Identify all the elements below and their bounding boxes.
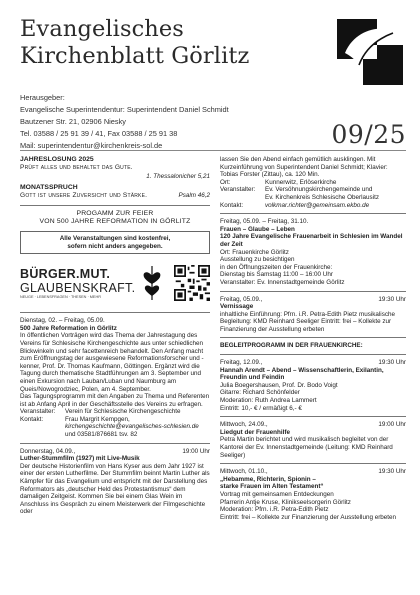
masthead-title-line2: Kirchenblatt Görlitz: [20, 43, 250, 69]
program-heading-2: VON 500 JAHRE REFORMATION IN GÖRLITZ: [39, 218, 191, 226]
jahreslosung-ref: 1. Thessalonicher 5,21: [146, 172, 210, 180]
hearts-icon: [140, 264, 164, 302]
event-date: Freitag, 05.09.,: [220, 295, 263, 303]
event-organizer: [220, 186, 406, 201]
left-column: [20, 156, 210, 516]
banner-text: [20, 266, 136, 300]
event-line: Gitarre: Richard Schönfelder: [220, 389, 300, 397]
event-time: 19:00 Uhr: [378, 421, 406, 429]
contact-label: Kontakt:: [220, 201, 244, 209]
contact-value: [65, 416, 210, 439]
program-heading-1: PROGAMM ZUR FEIER: [76, 209, 154, 217]
organizer-line: Ev. Versöhnungskirchengemeinde und: [265, 186, 373, 194]
event-liedgut: [220, 421, 406, 459]
monatsspruch-ref: Psalm 46,2: [178, 192, 210, 200]
event-date: Donnerstag, 04.09.,: [20, 447, 76, 455]
right-column: [220, 156, 406, 521]
monatsspruch-text: Gott ist unsere Zuversicht und Stärke.: [20, 192, 148, 200]
jahreslosung-text: Prüft alles und behaltet das Gute.: [20, 164, 133, 171]
divider: [20, 150, 406, 151]
event-line: Dienstag bis Samstag 11:00 – 16:00 Uhr: [220, 271, 333, 279]
publisher-line: Evangelische Superintendentur: Superintendent Daniel Schmidt: [20, 105, 229, 114]
event-reformation-tagung: [20, 317, 210, 439]
event-date: Freitag, 05.09. – Freitag, 31.10.: [220, 218, 309, 226]
divider: [20, 312, 210, 313]
publisher-line: Tel. 03588 / 25 91 39 / 41, Fax 03588 / 25 91 38: [20, 129, 178, 138]
event-exhibition: [220, 218, 406, 286]
monatsspruch-title: MONATSSPRUCH: [20, 184, 78, 192]
event-subtitle: starke Frauen im Alten Testament“: [220, 483, 324, 491]
event-line: Ort: Frauenkirche Görlitz: [220, 248, 289, 256]
event-date: Mittwoch, 24.09.,: [220, 421, 268, 429]
event-date: Freitag, 12.09.,: [220, 359, 263, 367]
event-line: Eintritt: frei – Kollekte zur Finanzierung der Ausstellung erbeten: [220, 513, 397, 521]
contact-label: Kontakt:: [20, 415, 44, 423]
event-date: Mittwoch, 01.10.,: [220, 468, 268, 476]
organizer-label: Veranstalter:: [20, 408, 56, 416]
event-contact: [220, 202, 406, 210]
organizer-value: Verein für Schlesische Kirchengeschichte: [65, 408, 181, 416]
divider: [20, 443, 210, 444]
jahreslosung-ref-row: [20, 173, 210, 181]
event-title: 500 Jahre Reformation in Görlitz: [20, 324, 117, 332]
event-text: Petra Martin berichtet und wird musikalisch begleitet von der Kantorei der Ev. Innenstadtgemeinde (Leitung: KMD Reinhard Seeliger): [220, 436, 393, 459]
event-contact: [20, 416, 210, 439]
event-time: 19:30 Uhr: [378, 468, 406, 476]
divider: [20, 205, 210, 206]
event-date: Dienstag, 02. – Freitag, 05.09.: [20, 317, 105, 325]
organizer-value: [265, 186, 406, 201]
divider: [220, 337, 406, 338]
free-admission-line: Alle Veranstaltungen sind kostenfrei,: [59, 234, 171, 242]
qr-code-icon[interactable]: [174, 265, 210, 301]
event-organizer: [20, 408, 210, 416]
reformation-banner: [20, 258, 210, 308]
banner-note: NEUGE · LEBENSFRAGEN · THESEN · MEHR: [20, 294, 101, 299]
event-time: 19:00 Uhr: [182, 447, 210, 455]
banner-line1: BÜRGER.MUT.: [20, 266, 111, 281]
free-admission-line: sofern nicht anders angegeben.: [67, 242, 163, 250]
event-line: Veranstalter: Ev. Innenstadtgemeinde Görlitz: [220, 278, 345, 286]
event-title: Liedgut der Frauenhilfe: [220, 428, 290, 436]
event-line: in den Öffnungszeiten der Frauenkirche:: [220, 263, 333, 271]
divider: [220, 463, 406, 464]
publisher-label: Herausgeber:: [20, 93, 65, 102]
event-time: 19:30 Uhr: [378, 359, 406, 367]
contact-phone: und 03581/876681 tsv. 82: [65, 431, 138, 439]
publisher-line: Bautzener Str. 21, 02906 Niesky: [20, 117, 126, 126]
event-text: Der deutsche Historienfilm von Hans Kyser aus dem Jahr 1927 ist einer der ersten Lutherfilme. Der Stummfilm beinnt Martin Luther als Kämpfer für das Evangelium und entspricht mit der Darstellung des Reformators als „deutscher Held des Protestantismus“ dem damaligen Zeitgeist. Kommen Sie bei einem Glas Wein im Anschluss ins Gespräch zu einem Meisterwerk der Filmgeschichte oder: [20, 462, 210, 516]
event-title: Luther-Stummfilm (1927) mit Live-Musik: [20, 455, 140, 463]
masthead-title: [20, 16, 340, 70]
event-subtitle: 120 Jahre Evangelische Frauenarbeit in Schlesien im Wandel der Zeit: [220, 233, 403, 248]
free-admission-box: [20, 231, 210, 254]
location-value: Kunnerwitz, Erlöserkirche: [265, 178, 337, 186]
event-line: Julia Boegershausen, Prof. Dr. Bodo Voigt: [220, 381, 338, 389]
event-title: „Hebamme, Richterin, Spionin –: [220, 475, 316, 483]
divider: [220, 213, 406, 214]
divider: [220, 291, 406, 292]
begleitprogramm-heading: BEGLEITPROGRAMM IN DER FRAUENKIRCHE:: [220, 342, 363, 350]
event-date-row: [220, 296, 406, 304]
location-label: Ort:: [220, 178, 231, 186]
issue-number: 09/25: [331, 120, 406, 149]
event-date-row: [220, 421, 406, 429]
event-line: Pfarrerin Antje Kruse, Klinikseelsorgerin Görlitz: [220, 498, 351, 506]
event-location: [220, 179, 406, 187]
event-text: In öffentlichen Vorträgen wird das Thema der Jahrestagung des Vereins für Schlesische Kirchengeschichte aus unter schiedlichen Blickwinkeln und sehr facettenreich behandelt. Den Anfang macht zum Eröffnungstag der ausgewiesene Reformationsforscher und -kenner, Prof. Dr. Thomas Kaufmann, Göttingen. Ergänzt wird die Tagung durch thematische Stadtführungen am 3. September und einen Exkursion nach Lauban/Luban und Naumburg am Queis/Nowogrodziec, Polen, am 4. September.: [20, 332, 204, 393]
publisher-block: [20, 92, 270, 152]
jahreslosung-title: JAHRESLOSUNG 2025: [20, 156, 94, 163]
divider: [220, 354, 406, 355]
event-starke-frauen: [220, 468, 406, 521]
event-line: Moderation: Pfrn. i.R. Petra-Edith Pietz: [220, 506, 329, 514]
contact-email-link[interactable]: volkmar.richter@gemeinsam.ekbo.de: [265, 201, 370, 209]
event-date-row: [220, 468, 406, 476]
banner-line2: GLAUBENSKRAFT.: [20, 280, 136, 295]
divider: [220, 416, 406, 417]
event-time: 19:30 Uhr: [378, 295, 406, 303]
event-text: Das Tagungsprogramm mit den Angaben zu Thema und Referenten ist ab Anfang April in der Geschäftsstelle des Vereins zu erfragen.: [20, 393, 210, 408]
publisher-line: Mail: superintendentur@kirchenkreis-sol.de: [20, 141, 163, 150]
contact-name: Frau Margrit Kempgen,: [65, 415, 130, 423]
contact-email-link[interactable]: kirchengeschichte@evangelisches-schlesien.de: [65, 423, 199, 431]
church-leaf-logo-icon: [337, 19, 403, 85]
event-line: Vortrag mit gemeinsamen Entdeckungen: [220, 490, 334, 498]
organizer-line: Ev. Kirchenkreis Schlesische Oberlausitz: [265, 193, 379, 201]
monatsspruch-row: [20, 192, 210, 201]
event-title: Vernissage: [220, 303, 254, 311]
event-line: Moderation: Ruth Andrea Lammert: [220, 397, 317, 405]
event-date-row: [20, 448, 210, 456]
event-title: Hannah Arendt – Abend – Wissenschaftlerin, Exilantin, Freundin und Feindin: [220, 366, 384, 382]
event-arendt: [220, 359, 406, 412]
event-date-row: [220, 359, 406, 367]
event-text: inhaltliche Einführung: Pfrn. i.R. Petra-Edith Pietz musikalische Begleitung: KMD Reinhard Seeliger Eintritt: frei – Kollekte zur Finanzierung der Ausstellung erbeten: [220, 310, 395, 333]
masthead-title-line1: Evangelisches: [20, 16, 184, 42]
event-line: Eintritt: 10,- € / ermäßigt 6,- €: [220, 404, 302, 412]
event-text: lassen Sie den Abend einfach gemütlich ausklingen. Mit Kurzeinführung von Superintendent Daniel Schmidt; Klavier: Tobias Forster (Zittau), ca. 120 Min.: [220, 156, 388, 179]
event-title: Frauen – Glaube – Leben: [220, 225, 295, 233]
jahreslosung-row: [20, 164, 210, 173]
event-vernissage: [220, 296, 406, 334]
event-line: Ausstellung zu besichtigen: [220, 256, 295, 264]
organizer-label: Veranstalter:: [220, 186, 256, 194]
event-luther-film: [20, 448, 210, 516]
